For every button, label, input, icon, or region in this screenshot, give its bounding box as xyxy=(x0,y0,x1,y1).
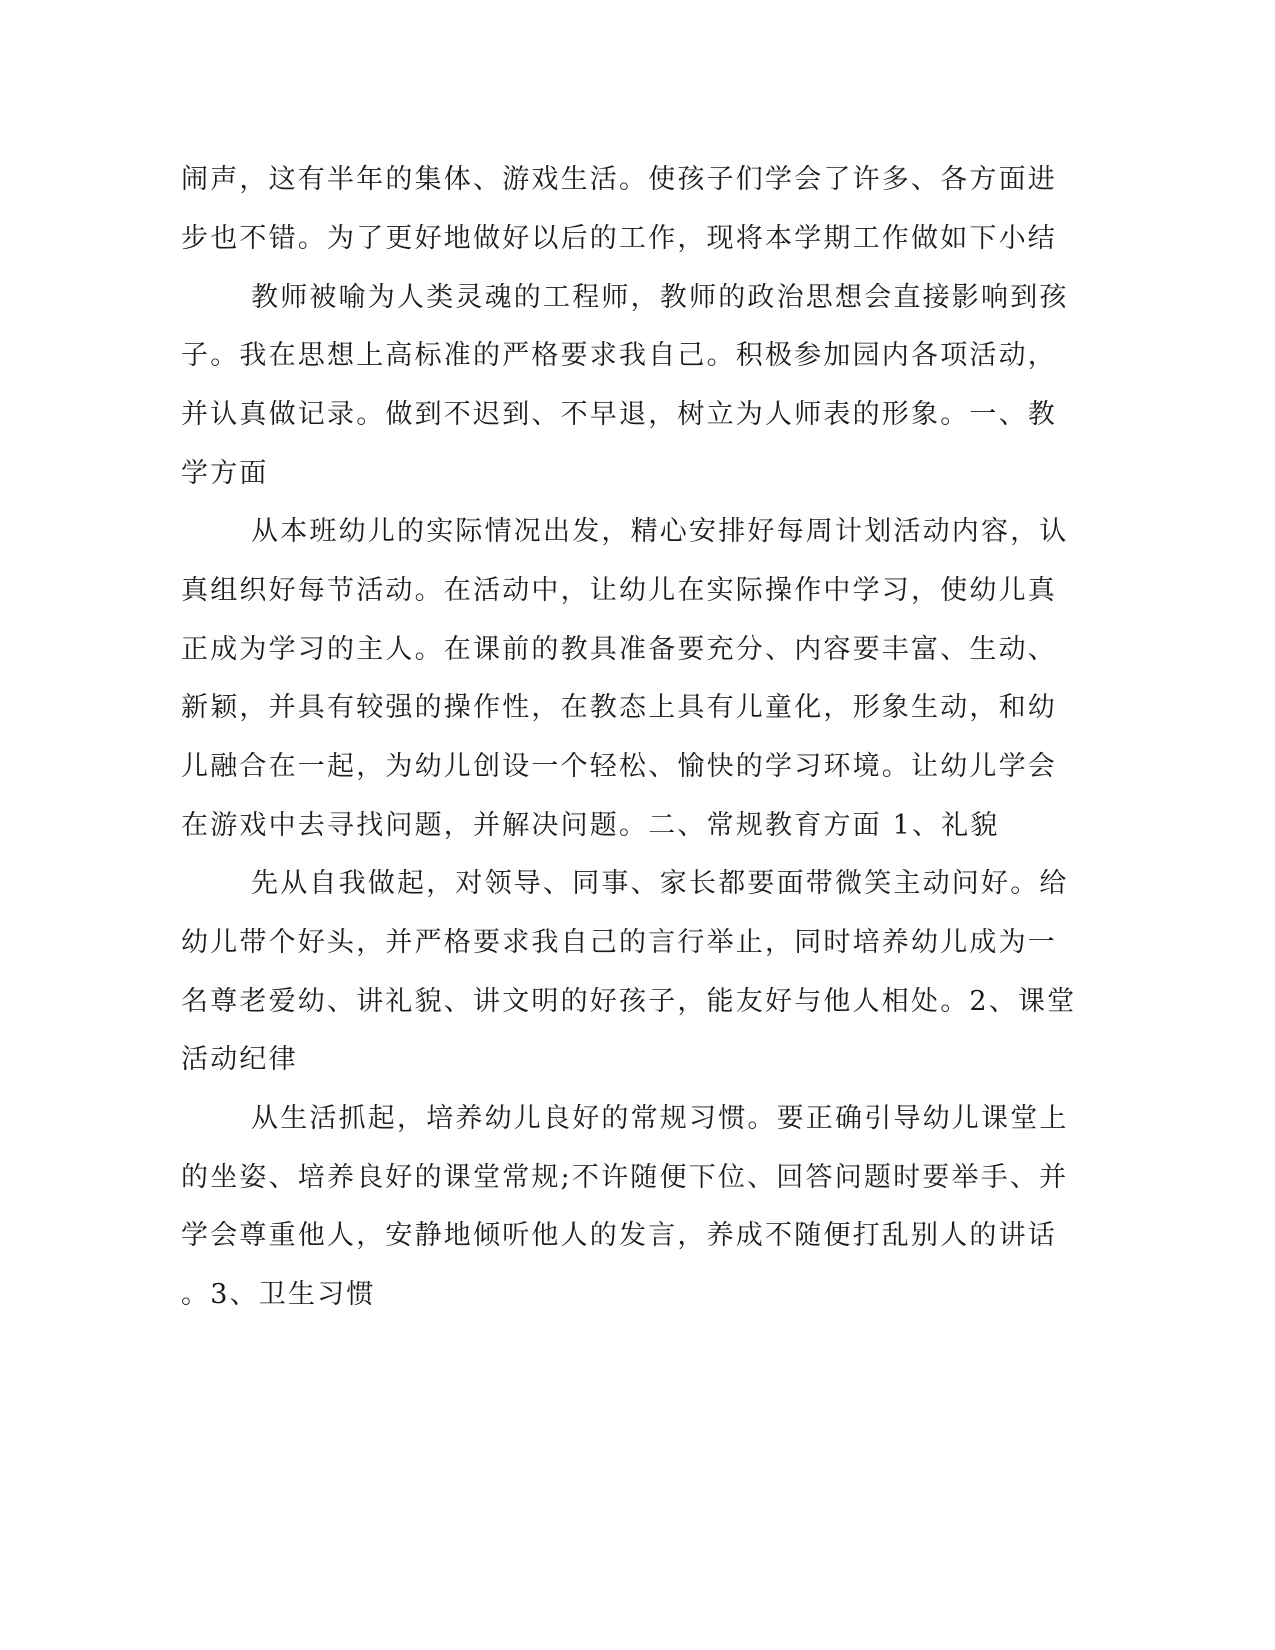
text-line-9: 正成为学习的主人。在课前的教具准备要充分、内容要丰富、生动、 xyxy=(181,634,1057,665)
text-line-16: 活动纪律 xyxy=(181,1044,298,1075)
text-line-8: 真组织好每节活动。在活动中，让幼儿在实际操作中学习，使幼儿真 xyxy=(181,575,1057,606)
text-line-2: 步也不错。为了更好地做好以后的工作，现将本学期工作做如下小结 xyxy=(181,223,1057,254)
text-line-5: 并认真做记录。做到不迟到、不早退，树立为人师表的形象。一、教 xyxy=(181,399,1057,430)
text-line-15: 名尊老爱幼、讲礼貌、讲文明的好孩子，能友好与他人相处。2、课堂 xyxy=(181,986,1077,1017)
text-line-20: 。3、卫生习惯 xyxy=(181,1279,376,1310)
text-line-14: 幼儿带个好头，并严格要求我自己的言行举止，同时培养幼儿成为一 xyxy=(181,927,1057,958)
text-line-10: 新颖，并具有较强的操作性，在教态上具有儿童化，形象生动，和幼 xyxy=(181,692,1057,723)
text-line-19: 学会尊重他人，安静地倾听他人的发言，养成不随便打乱别人的讲话 xyxy=(181,1220,1057,1251)
text-line-11: 儿融合在一起，为幼儿创设一个轻松、愉快的学习环境。让幼儿学会 xyxy=(181,751,1057,782)
text-line-17: 从生活抓起，培养幼儿良好的常规习惯。要正确引导幼儿课堂上 xyxy=(251,1103,1069,1134)
text-line-3: 教师被喻为人类灵魂的工程师，教师的政治思想会直接影响到孩 xyxy=(251,282,1069,313)
text-line-6: 学方面 xyxy=(181,458,269,489)
text-line-18: 的坐姿、培养良好的课堂常规;不许随便下位、回答问题时要举手、并 xyxy=(181,1162,1069,1193)
text-line-1: 闹声，这有半年的集体、游戏生活。使孩子们学会了许多、各方面进 xyxy=(181,164,1057,195)
text-line-7: 从本班幼儿的实际情况出发，精心安排好每周计划活动内容，认 xyxy=(251,516,1069,547)
text-line-13: 先从自我做起，对领导、同事、家长都要面带微笑主动问好。给 xyxy=(251,868,1069,899)
text-line-4: 子。我在思想上高标准的严格要求我自己。积极参加园内各项活动， xyxy=(181,340,1057,371)
text-line-12: 在游戏中去寻找问题，并解决问题。二、常规教育方面 1、礼貌 xyxy=(181,810,1000,841)
